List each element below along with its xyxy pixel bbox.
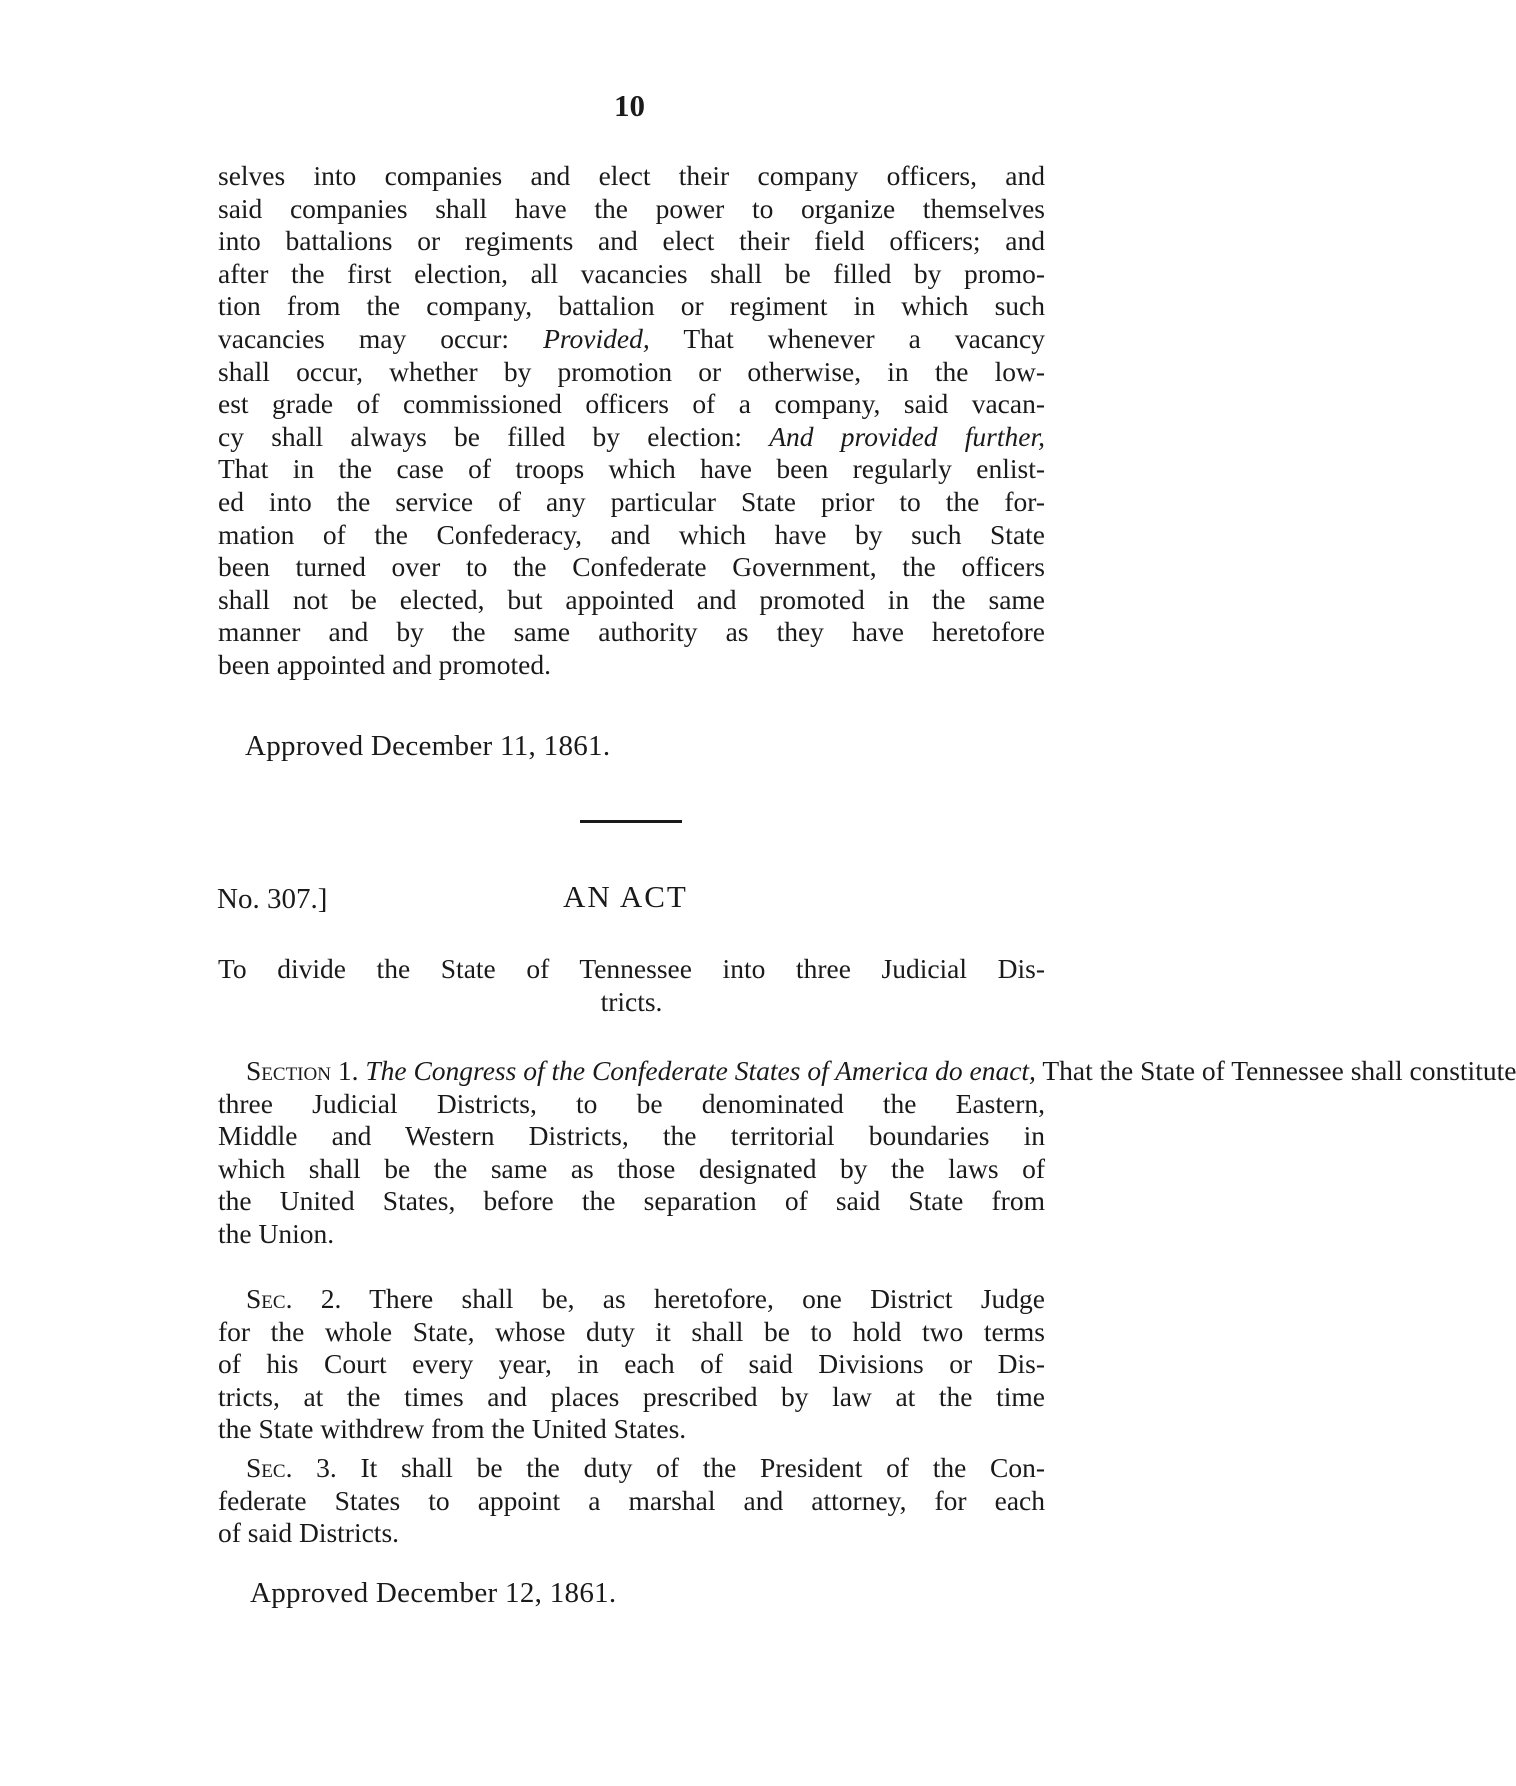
text-line: been appointed and promoted. — [218, 648, 551, 680]
section-label: Sec. 3. — [246, 1452, 337, 1483]
text-line — [218, 323, 1045, 356]
text-line: shall occur, whether by promotion or otherwise, in the low- — [218, 355, 1045, 387]
text-segment: That whenever a vacancy — [683, 322, 1046, 354]
enacting-clause: The Congress of the Confederate States of America do enact, — [365, 1055, 1036, 1086]
act-title — [218, 953, 1045, 1018]
text-line: est grade of commissioned officers of a company, said vacan- — [218, 388, 1045, 420]
proviso-italic: And provided further, — [769, 420, 1046, 452]
text-line: tion from the company, battalion or regiment in which such — [218, 290, 1045, 322]
act-number: No. 307.] — [217, 883, 328, 915]
text-segment: It shall be the duty of the President of the Con- — [360, 1452, 1045, 1483]
text-line: the United States, before the separation of said State from — [218, 1185, 1045, 1217]
text-line — [218, 421, 1045, 454]
text-segment: vacancies may occur: — [218, 322, 510, 354]
text-line — [218, 1283, 1045, 1316]
text-line: ed into the service of any particular State prior to the for- — [218, 485, 1045, 517]
section-divider — [580, 820, 682, 823]
section-label: Section 1. — [246, 1055, 359, 1086]
act-heading: AN ACT — [563, 879, 688, 914]
text-line: federate States to appoint a marshal and attorney, for each — [218, 1484, 1045, 1516]
section-label: Sec. 2. — [246, 1283, 342, 1314]
section-3 — [218, 1452, 1045, 1550]
text-line: To divide the State of Tennessee into three Judicial Dis- — [218, 953, 1045, 984]
text-line: manner and by the same authority as they have heretofore — [218, 616, 1045, 648]
text-line: which shall be the same as those designated by the laws of — [218, 1152, 1045, 1184]
text-line: the State withdrew from the United States. — [218, 1413, 687, 1445]
text-line: That in the case of troops which have been regularly enlist- — [218, 453, 1045, 485]
text-segment: That the State of Tennessee shall constitute — [1042, 1055, 1516, 1086]
text-line: shall not be elected, but appointed and promoted in the same — [218, 583, 1045, 615]
text-line: been turned over to the Confederate Government, the officers — [218, 551, 1045, 583]
text-line — [218, 1055, 1516, 1088]
text-line: three Judicial Districts, to be denominated the Eastern, — [218, 1087, 1045, 1119]
text-line: into battalions or regiments and elect their field officers; and — [218, 225, 1045, 257]
text-line: Middle and Western Districts, the territorial boundaries in — [218, 1120, 1045, 1152]
approval-date: Approved December 12, 1861. — [250, 1577, 617, 1609]
text-line: after the first election, all vacancies shall be filled by promo- — [218, 257, 1045, 289]
text-line: tricts, at the times and places prescribed by law at the time — [218, 1380, 1045, 1412]
text-line: tricts. — [600, 985, 663, 1017]
text-line: the Union. — [218, 1217, 335, 1249]
text-line: said companies shall have the power to organize themselves — [218, 192, 1045, 224]
text-line — [218, 1452, 1045, 1485]
section-1 — [218, 1055, 1516, 1251]
text-line: mation of the Confederacy, and which have by such State — [218, 518, 1045, 550]
continuation-paragraph — [218, 160, 1045, 682]
text-segment: There shall be, as heretofore, one District Judge — [369, 1283, 1045, 1314]
page-number: 10 — [614, 88, 645, 123]
text-line: selves into companies and elect their company officers, and — [218, 160, 1045, 191]
text-line: of said Districts. — [218, 1517, 400, 1549]
text-segment: cy shall always be filled by election: — [218, 420, 742, 452]
proviso-italic: Provided, — [543, 322, 650, 354]
approval-date: Approved December 11, 1861. — [245, 730, 611, 762]
text-line: of his Court every year, in each of said Divisions or Dis- — [218, 1348, 1045, 1380]
section-2 — [218, 1283, 1045, 1446]
text-line: for the whole State, whose duty it shall be to hold two terms — [218, 1315, 1045, 1347]
